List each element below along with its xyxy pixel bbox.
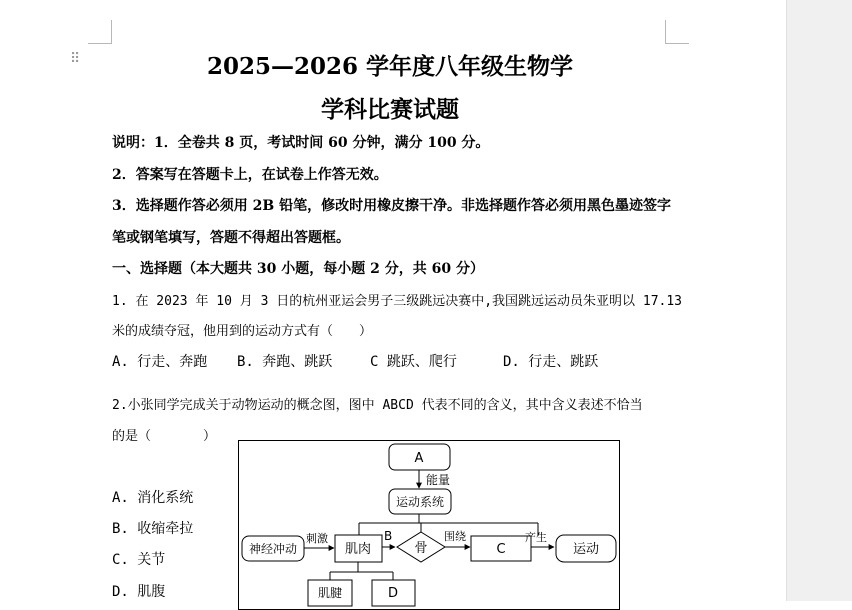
section-heading: 一、选择题（本大题共 30 小题，每小题 2 分，共 60 分） <box>112 261 484 277</box>
crop-mark-top-right-vertical <box>665 20 666 43</box>
exam-title-line1: 2025—2026 学年度八年级生物学 <box>206 53 574 80</box>
q1-option-c: C 跳跃、爬行 <box>370 354 457 370</box>
node-c-label: C <box>496 542 506 557</box>
question-2-line-1: 2.小张同学完成关于动物运动的概念图，图中 ABCD 代表不同的含义，其中含义表述不恰当 <box>112 398 643 413</box>
node-nerve-impulse-label: 神经冲动 <box>248 542 298 556</box>
node-a-label: A <box>414 451 424 466</box>
node-movement-label: 运动 <box>572 542 600 557</box>
node-bone-label: 骨 <box>414 541 428 556</box>
instruction-line-3b: 笔或钢笔填写，答题不得超出答题框。 <box>112 230 350 246</box>
q2-option-c: C. 关节 <box>112 552 166 568</box>
edge-energy-label: 能量 <box>426 473 451 487</box>
question-1-line-2: 米的成绩夺冠，他用到的运动方式有（ ） <box>112 324 373 339</box>
instruction-line-2: 2．答案写在答题卡上，在试卷上作答无效。 <box>112 167 388 183</box>
window-right-gutter <box>786 0 852 601</box>
q2-option-d: D. 肌腹 <box>112 584 166 600</box>
question-1-line-1: 1. 在 2023 年 10 月 3 日的杭州亚运会男子三级跳远决赛中,我国跳远运动员朱亚明以 17.13 <box>112 294 683 309</box>
edge-stimulate-label: 刺激 <box>306 532 328 545</box>
node-tendon-label: 肌腱 <box>317 586 343 600</box>
exam-title-line2: 学科比赛试题 <box>321 96 459 123</box>
q2-option-a: A. 消化系统 <box>112 490 194 506</box>
edge-around-label: 围绕 <box>444 530 466 543</box>
crop-mark-top-left <box>88 43 112 44</box>
q1-option-a: A. 行走、奔跑 <box>112 354 208 370</box>
node-d-label: D <box>387 586 399 601</box>
node-motor-system-label: 运动系统 <box>395 495 445 509</box>
crop-mark-top-right <box>665 43 689 44</box>
q1-option-d: D. 行走、跳跃 <box>503 354 599 370</box>
q1-option-b: B. 奔跑、跳跃 <box>237 354 333 370</box>
paragraph-drag-handle-icon[interactable]: ⠿ <box>70 51 82 67</box>
edge-produce-label: 产生 <box>525 531 547 544</box>
question-2-line-2: 的是（ ） <box>112 429 217 444</box>
q2-option-b: B. 收缩牵拉 <box>112 521 194 537</box>
crop-mark-top-left-vertical <box>111 20 112 43</box>
instruction-line-1: 说明：1．全卷共 8 页，考试时间 60 分钟，满分 100 分。 <box>112 135 490 151</box>
edge-b-label: B <box>384 529 393 543</box>
concept-map-diagram <box>238 440 620 610</box>
instruction-line-3a: 3．选择题作答必须用 2B 铅笔，修改时用橡皮擦干净。非选择题作答必须用黑色墨迹签字 <box>112 198 672 214</box>
node-muscle-label: 肌肉 <box>344 542 372 557</box>
